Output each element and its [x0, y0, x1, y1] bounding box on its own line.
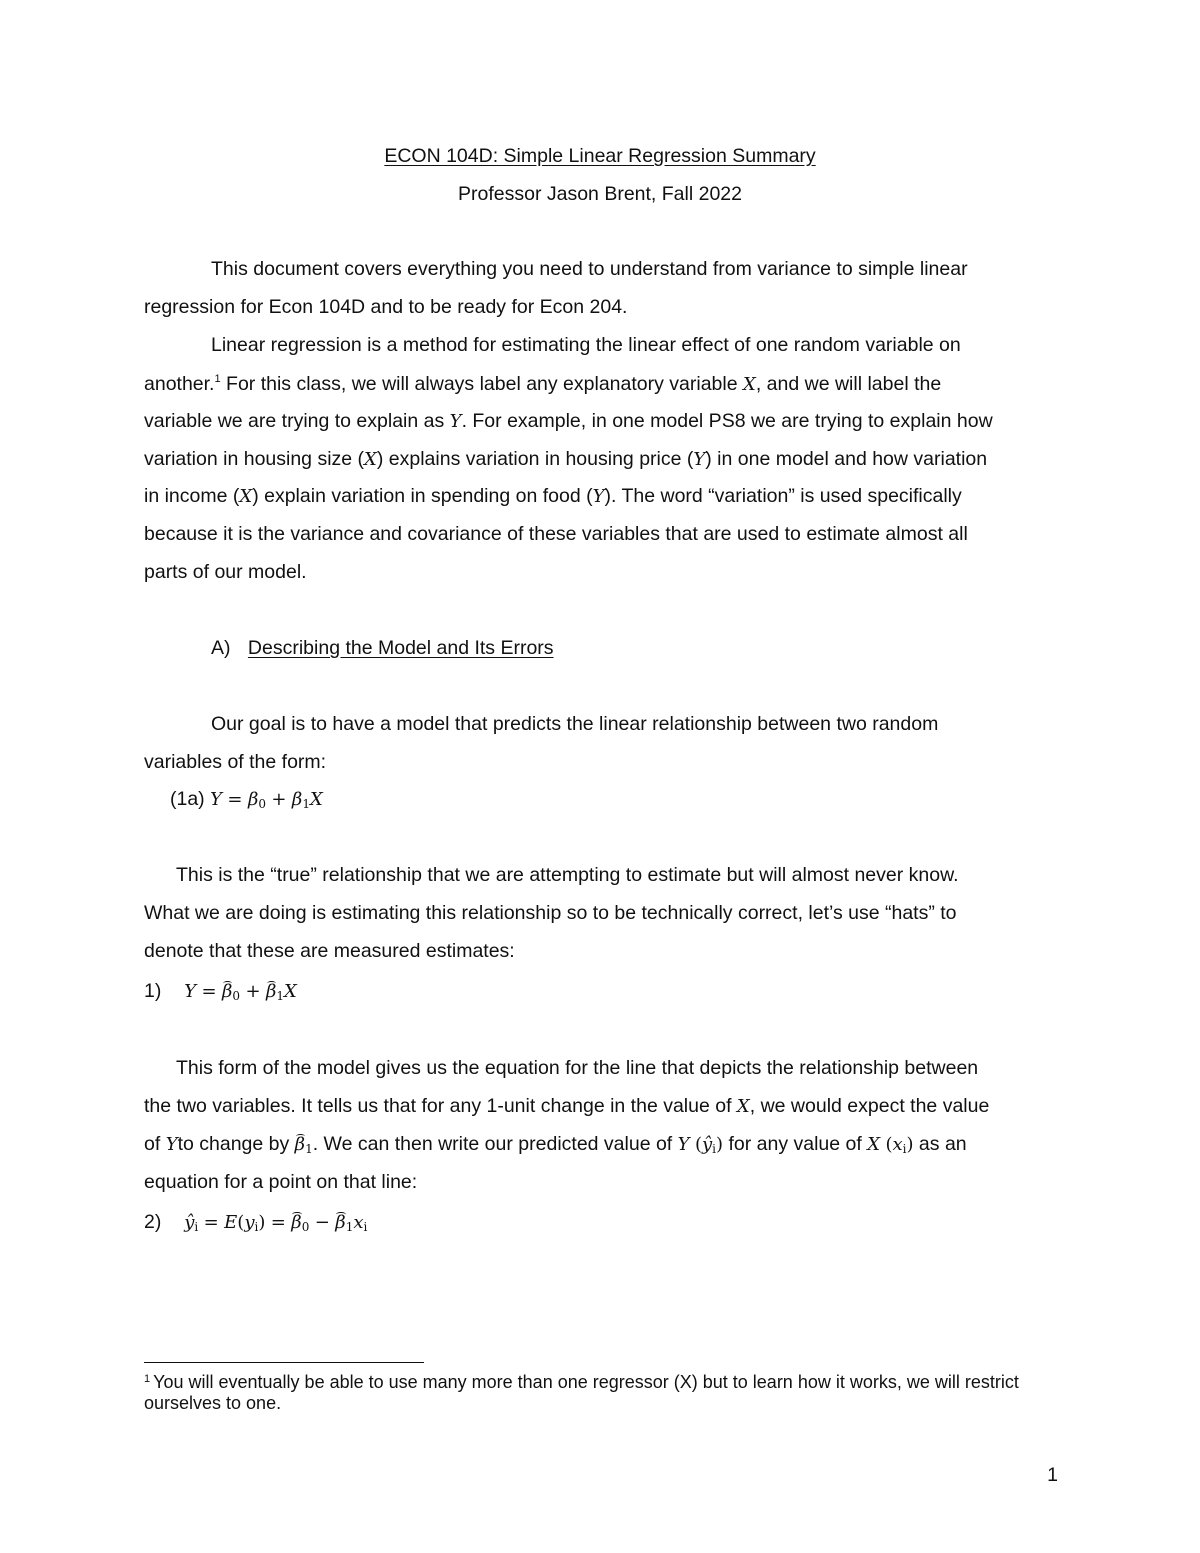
- math-variable-y: Y: [592, 486, 605, 507]
- para2-line-2: [144, 374, 941, 395]
- section-a-marker: A): [211, 637, 231, 659]
- math-subscript: 1: [276, 989, 285, 1003]
- para2-line-5: [144, 487, 962, 507]
- intro-line-2: regression for Econ 104D and to be ready for Econ 204.: [144, 296, 628, 318]
- math-operator: +: [245, 981, 261, 1002]
- para4-line-2: What we are doing is estimating this relationship so to be technically correct, let’s use “hats” to: [144, 902, 957, 924]
- math-subscript: 1: [345, 1220, 354, 1234]
- para2-line-1: Linear regression is a method for estimating the linear effect of one random variable on: [211, 334, 961, 356]
- math-operator: =: [201, 981, 217, 1002]
- math-variable-y: Y: [449, 411, 462, 432]
- intro-line-1: This document covers everything you need to understand from variance to simple linear: [211, 258, 968, 280]
- math-subscript: 0: [232, 989, 241, 1003]
- page-number: 1: [1047, 1464, 1058, 1486]
- math-y-hat: ŷ: [184, 1212, 195, 1233]
- math-beta-hat: β: [291, 1212, 302, 1233]
- equation-label: 1): [144, 980, 162, 1002]
- math-variable-x: X: [364, 449, 377, 470]
- para5-text: to change by: [177, 1133, 295, 1155]
- para2-text: . For example, in one model PS8 we are trying to explain how: [461, 410, 993, 432]
- para5-text: as an: [913, 1133, 967, 1155]
- para5-text: , we would expect the value: [749, 1095, 990, 1117]
- math-variable-y: Y: [184, 981, 197, 1002]
- equation-1: [144, 982, 297, 1002]
- equation-label: (1a): [170, 788, 205, 810]
- math-operator: −: [314, 1212, 330, 1233]
- math-operator: =: [227, 789, 243, 810]
- math-subscript: 0: [258, 797, 266, 811]
- math-y-hat: ŷ: [701, 1134, 713, 1155]
- para2-line-4: [144, 450, 987, 470]
- para2-text: , and we will label the: [755, 373, 942, 395]
- math-subscript: 1: [305, 1142, 313, 1156]
- math-subscript: i: [363, 1220, 368, 1234]
- equation-label: 2): [144, 1211, 162, 1233]
- math-variable-x-lower: x: [353, 1212, 364, 1233]
- para2-text: in income (: [144, 485, 240, 507]
- document-subtitle: Professor Jason Brent, Fall 2022: [458, 183, 742, 205]
- math-expectation: E: [224, 1212, 238, 1233]
- para5-line-2: [144, 1097, 989, 1117]
- math-subscript: 0: [301, 1220, 310, 1234]
- para3-line-1: Our goal is to have a model that predicts the linear relationship between two random: [211, 713, 939, 735]
- math-subscript: i: [254, 1220, 259, 1234]
- math-variable-x: X: [239, 486, 253, 507]
- para2-text: For this class, we will always label any explanatory variable: [220, 373, 743, 395]
- math-operator: =: [203, 1212, 219, 1233]
- math-beta-hat: β: [266, 981, 277, 1002]
- math-variable-y: Y: [677, 1134, 690, 1155]
- math-subscript: 1: [302, 797, 310, 811]
- footnote-reference[interactable]: 1: [214, 373, 221, 385]
- para2-text: another.: [144, 373, 215, 395]
- para2-line-3: [144, 412, 993, 432]
- para4-line-1: This is the “true” relationship that we are attempting to estimate but will almost never know.: [176, 864, 959, 886]
- para5-line-4: equation for a point on that line:: [144, 1171, 418, 1193]
- math-variable-x: X: [284, 981, 297, 1002]
- para2-text: ). The word “variation” is used specifically: [604, 485, 962, 507]
- math-beta-hat: β: [294, 1134, 306, 1155]
- math-operator: +: [271, 789, 287, 810]
- math-beta: β: [291, 789, 303, 810]
- math-subscript: i: [902, 1142, 907, 1156]
- para2-line-6: because it is the variance and covariance of these variables that are used to estimate almost all: [144, 523, 968, 545]
- para3-line-2: variables of the form:: [144, 751, 327, 773]
- footnote-number: 1: [144, 1373, 151, 1385]
- math-operator: =: [270, 1212, 286, 1233]
- section-a-heading: [211, 639, 554, 659]
- equation-1a: [170, 790, 323, 810]
- para5-text: the two variables. It tells us that for any 1-unit change in the value of: [144, 1095, 737, 1117]
- para5-text: of: [144, 1133, 166, 1155]
- para4-line-3: denote that these are measured estimates:: [144, 940, 515, 962]
- math-variable-x: X: [736, 1096, 750, 1117]
- math-variable-x-lower: x: [892, 1134, 903, 1155]
- math-beta-hat: β: [335, 1212, 346, 1233]
- para2-text: ) explain variation in spending on food (: [252, 485, 593, 507]
- para5-line-1: This form of the model gives us the equation for the line that depicts the relationship between: [176, 1057, 979, 1079]
- math-variable-x: X: [743, 374, 756, 395]
- para2-text: ) in one model and how variation: [705, 448, 988, 470]
- para2-text: ) explains variation in housing price (: [376, 448, 694, 470]
- math-variable-x: X: [309, 789, 323, 810]
- section-a-title: Describing the Model and Its Errors: [247, 637, 554, 659]
- para5-text: . We can then write our predicted value of: [312, 1133, 678, 1155]
- footnote-divider: [144, 1362, 424, 1363]
- document-title: ECON 104D: Simple Linear Regression Summary: [384, 145, 816, 167]
- math-subscript: i: [712, 1142, 716, 1156]
- para5-line-3: of Yto change by $\beta_1$. We can then write our predicted value of Y $(ŷ_i)$ for any value of X $(x_i)$ as an: [144, 1133, 967, 1156]
- para2-line-7: parts of our model.: [144, 561, 307, 583]
- math-variable-x: X: [867, 1134, 881, 1155]
- math-beta: β: [247, 789, 259, 810]
- footnote: [144, 1372, 1054, 1413]
- math-variable-y: Y: [693, 449, 706, 470]
- footnote-text: You will eventually be able to use many more than one regressor (X) but to learn how it works, we will restrict ourselves to one.: [144, 1372, 1019, 1413]
- math-variable-y: Y: [210, 789, 222, 810]
- equation-2: 2) $ŷ_i = E(y_i) = \beta_0 - \beta_1x_i$: [144, 1211, 368, 1234]
- math-variable-y: Y: [165, 1134, 178, 1155]
- math-subscript: i: [194, 1220, 199, 1234]
- para2-text: variable we are trying to explain as: [144, 410, 450, 432]
- para2-text: variation in housing size (: [144, 448, 365, 470]
- para5-text: for any value of: [723, 1133, 868, 1155]
- math-beta-hat: β: [222, 981, 233, 1002]
